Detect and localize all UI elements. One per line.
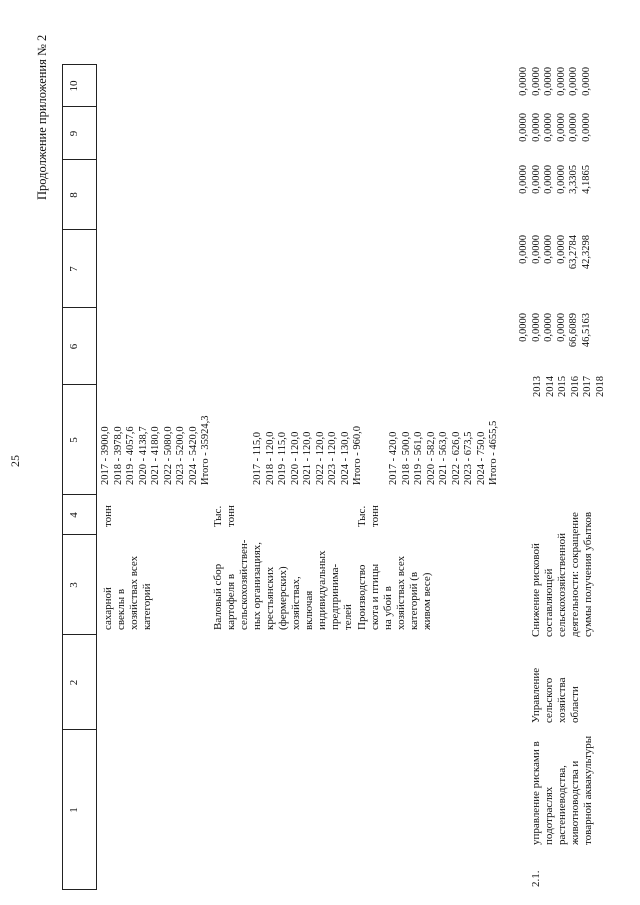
- column-number: 8: [68, 192, 80, 198]
- risk-col9-values: 0,0000 0,0000 0,0000 0,0000 0,0000 0,0000: [518, 113, 592, 142]
- potato-unit: Тыс. тонн: [212, 505, 237, 527]
- potato-name: Валовый сбор картофеля в сельскохозяйствен- ных организациях, крестьянских (фермерских) хозяйствах, включая индивидуальных предпринима- телей: [212, 539, 354, 630]
- risk-years: 2013 2014 2015 2016 2017 2018: [532, 376, 606, 397]
- risk-title: управление рисками в подотраслях растениеводства, животноводства и товарной аквакультуры: [530, 735, 594, 845]
- sugar-beet-unit: тонн: [102, 505, 114, 527]
- column-number: 3: [68, 582, 80, 588]
- appendix-caption: Продолжение приложения № 2: [35, 34, 49, 200]
- column-number: 7: [68, 266, 80, 272]
- column-number: 6: [68, 343, 80, 350]
- column-number: 5: [68, 437, 80, 443]
- livestock-values: 2017 - 420,0 2018 - 500,0 2019 - 561,0 2020 - 582,0 2021 - 563,0 2022 - 626,0 2023 - 673,5 2024 - 750,0 Итого - 4655,5: [388, 420, 499, 485]
- column-number: 9: [68, 130, 80, 137]
- column-number: 1: [68, 807, 80, 813]
- livestock-name: Производство скота и птицы на убой в хозяйствах всех категорий (в живом весе): [356, 555, 433, 630]
- sugar-beet-name: сахарной свеклы в хозяйствах всех категорий: [102, 555, 153, 630]
- risk-executor: Управление сельского хозяйства области: [530, 667, 581, 723]
- risk-indicator: Снижение рисковой составляющей сельскохозяйственной деятельности: сокращение суммы получения убытков: [530, 511, 594, 637]
- livestock-unit: Тыс. тонн: [356, 505, 381, 527]
- sugar-beet-values: 2017 - 3900,0 2018 - 3978,0 2019 - 4057,6 2020 - 4138,7 2021 - 4180,0 2022 - 5080,0 2023 - 5200,0 2024 - 5420,0 Итого - 35924,3: [100, 415, 211, 485]
- column-number: 4: [68, 512, 80, 518]
- risk-col6-values: 0,0000 0,0000 0,0000 0,0000 66,6089 46,5163: [518, 313, 592, 348]
- potato-values: 2017 - 115,0 2018 - 120,0 2019 - 115,0 2020 - 120,0 2021 - 120,0 2022 - 120,0 2023 - 120,0 2024 - 130,0 Итого - 960,0: [252, 426, 363, 485]
- row-index: 2.1.: [530, 870, 542, 887]
- risk-col7-values: 0,0000 0,0000 0,0000 0,0000 63,2784 42,3298: [518, 235, 592, 270]
- page-number: 25: [8, 455, 22, 467]
- column-number: 2: [68, 679, 80, 686]
- risk-col10-values: 0,0000 0,0000 0,0000 0,0000 0,0000 0,0000: [518, 67, 592, 96]
- column-number: 10: [68, 80, 80, 92]
- header-bottom-border: [96, 65, 97, 890]
- risk-col8-values: 0,0000 0,0000 0,0000 0,0000 3,3305 4,1865: [518, 165, 592, 194]
- header-top-border: [62, 65, 63, 890]
